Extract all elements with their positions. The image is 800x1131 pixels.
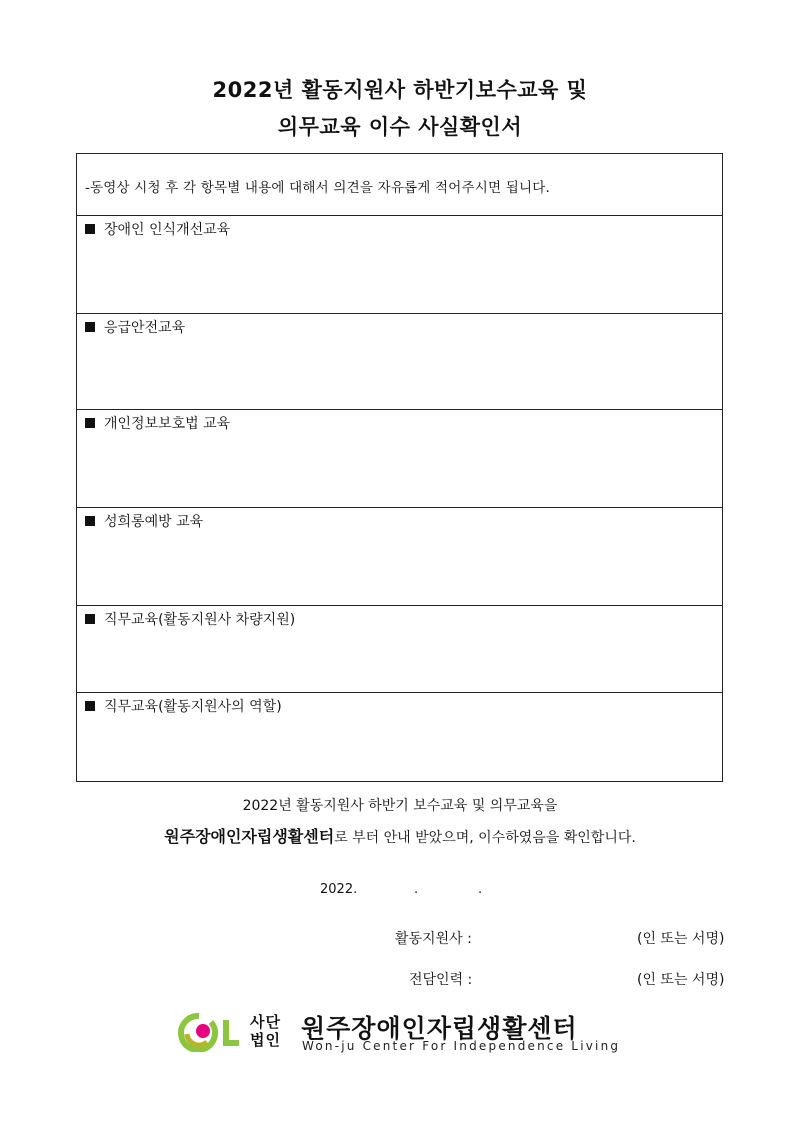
- square-bullet-icon: [85, 701, 95, 711]
- center-name: 원주장애인자립생활센터: [164, 827, 335, 846]
- section-label: 직무교육(활동지원사의 역할): [104, 699, 282, 715]
- organization-logo: [177, 1008, 627, 1058]
- date-dot-1: .: [414, 882, 419, 897]
- section-label: 응급안전교육: [104, 320, 186, 336]
- square-bullet-icon: [85, 516, 95, 526]
- square-bullet-icon: [85, 224, 95, 234]
- section-label: 장애인 인식개선교육: [104, 222, 231, 238]
- logo-sub-line2: 법인: [250, 1031, 281, 1049]
- square-bullet-icon: [85, 614, 95, 624]
- signature-note-assistant[interactable]: (인 또는 서명): [637, 931, 725, 947]
- date-dot-2: .: [478, 882, 483, 897]
- logo-sub-line1: 사단: [250, 1013, 281, 1031]
- confirmation-line2: [0, 824, 800, 847]
- signature-note-manager[interactable]: (인 또는 서명): [637, 972, 725, 988]
- logo-center-name: 원주장애인자립생활센터: [301, 1014, 578, 1043]
- section-label: 개인정보보호법 교육: [104, 416, 231, 432]
- date-year: 2022.: [320, 882, 358, 897]
- section-label: 직무교육(활동지원사 차량지원): [104, 612, 296, 628]
- logo-corporation-type: [250, 1013, 290, 1049]
- signature-label-assistant: 활동지원사 :: [395, 931, 472, 947]
- confirmation-line1: 2022년 활동지원사 하반기 보수교육 및 의무교육을: [242, 798, 558, 814]
- feedback-form: [76, 153, 723, 782]
- document-title-line1: 2022년 활동지원사 하반기보수교육 및: [212, 78, 588, 102]
- instruction-row: [77, 154, 722, 215]
- section-assistant-role[interactable]: [77, 692, 722, 781]
- instruction-text: -동영상 시청 후 각 항목별 내용에 대해서 의견을 자유롭게 적어주시면 됩니다.: [85, 180, 550, 196]
- section-harassment-prevention[interactable]: [77, 507, 722, 605]
- document-title-line2: 의무교육 이수 사실확인서: [277, 115, 523, 139]
- section-privacy-law[interactable]: [77, 409, 722, 507]
- square-bullet-icon: [85, 418, 95, 428]
- logo-english-name: Won-ju Center For Independence Living: [302, 1039, 621, 1053]
- logo-mark-icon: [177, 1012, 243, 1052]
- section-label: 성희롱예방 교육: [104, 514, 204, 530]
- square-bullet-icon: [85, 322, 95, 332]
- signature-label-manager: 전담인력 :: [409, 972, 473, 988]
- section-disability-awareness[interactable]: [77, 215, 722, 313]
- section-vehicle-support[interactable]: [77, 605, 722, 692]
- confirmation-line2-text: 로 부터 안내 받았으며, 이수하였음을 확인합니다.: [334, 830, 636, 846]
- section-emergency-safety[interactable]: [77, 313, 722, 409]
